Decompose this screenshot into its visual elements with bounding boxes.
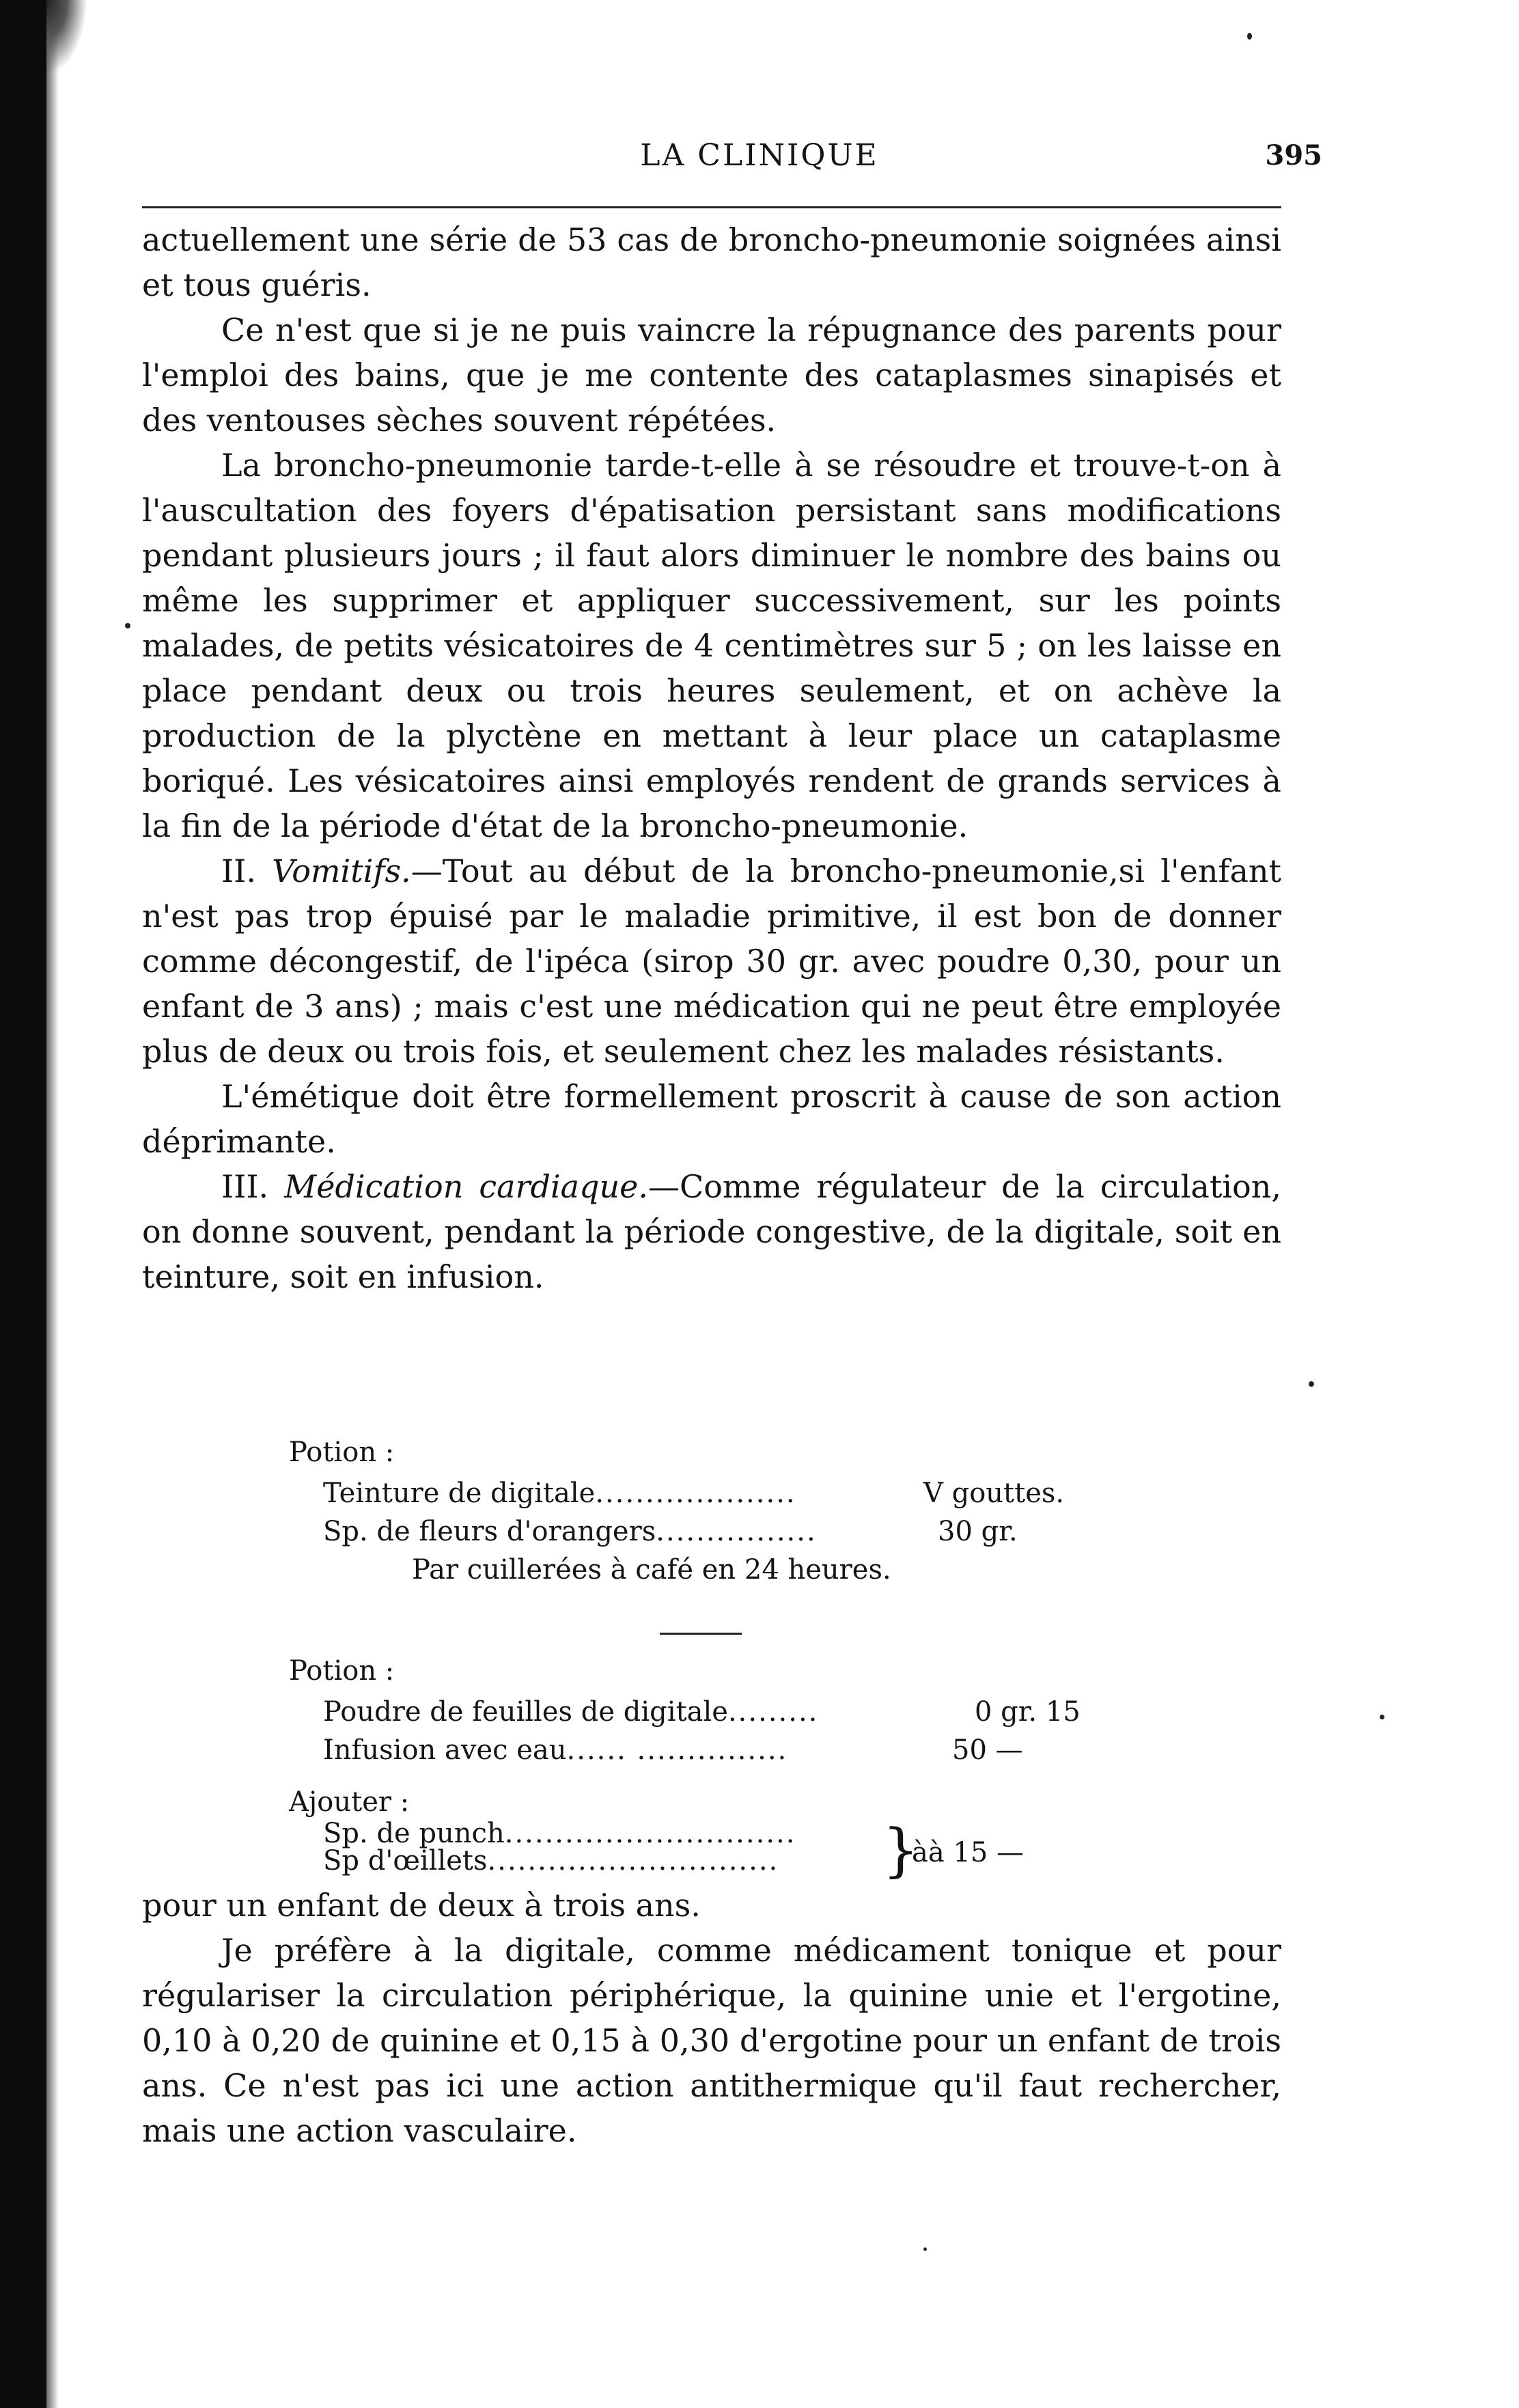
formula-item — [323, 1818, 796, 1849]
dot-leader: ................ — [656, 1516, 817, 1547]
formula-item — [323, 1694, 818, 1730]
page-binding-shadow — [46, 0, 59, 2408]
header-rule — [142, 206, 1281, 208]
formula-label: Ajouter : — [289, 1786, 410, 1818]
formula-item — [323, 1846, 779, 1876]
ingredient-name: Infusion avec eau — [323, 1734, 567, 1766]
dot-leader: ............................. — [504, 1818, 796, 1849]
formula-item — [323, 1732, 788, 1768]
paper-speck — [125, 623, 130, 628]
formula-separator — [660, 1633, 742, 1635]
closing-text — [142, 1883, 1281, 2153]
paragraph-age: pour un enfant de deux à trois ans. — [142, 1887, 701, 1924]
page-number: 395 — [1265, 139, 1322, 171]
formula-label: Potion : — [289, 1655, 395, 1687]
paragraph-vesicatoires: La broncho-pneumonie tarde-t-elle à se résoudre et trouve-t-on à l'auscultation des foyers d'épatisation persistant sans modifications pendant plusieurs jours ; il faut alors diminuer le nombre des bains ou même les supprimer et appliquer successivement, sur les points malades, de petits vésicatoires de 4 centimètres sur 5 ; on les laisse en place pendant deux ou trois heures seulement, et on achève la production de la plyctène en mettant à leur place un cataplasme boriqué. Les vésicatoires ainsi employés rendent de grands services à la fin de la période d'état de la broncho-pneumonie. — [142, 447, 1281, 844]
dot-leader: ............................. — [487, 1845, 779, 1877]
dot-leader: .................... — [595, 1478, 796, 1509]
running-title: LA CLINIQUE — [640, 138, 879, 173]
ingredient-name: Sp. de fleurs d'orangers — [323, 1516, 656, 1547]
ingredient-dose: 50 — — [952, 1734, 1023, 1766]
page-header — [0, 130, 1519, 191]
ingredient-name: Sp d'œillets — [323, 1845, 488, 1877]
paragraph-vomitifs — [142, 848, 1281, 1074]
paragraph-medication-cardiaque — [142, 1164, 1281, 1299]
section-body: —Comme régulateur de la circulation, on donne souvent, pendant la période congestive, de la digitale, soit en teinture, soit en infusion. — [142, 1168, 1281, 1295]
paper-speck — [1247, 33, 1252, 40]
dosage-note: Par cuillerées à café en 24 heures. — [412, 1554, 891, 1586]
main-text — [142, 217, 1281, 1299]
page-corner-stain — [46, 0, 87, 75]
paragraph-continuation: actuellement une série de 53 cas de broncho-pneumonie soignées ainsi et tous guéris. — [142, 221, 1281, 303]
section-number: II. — [221, 853, 256, 889]
ingredient-name: Sp. de punch — [323, 1818, 505, 1849]
dot-leader: ......... — [727, 1696, 819, 1728]
grouping-brace: } — [882, 1816, 919, 1883]
ingredient-dose: V gouttes. — [923, 1478, 1065, 1509]
formula-item — [323, 1514, 817, 1549]
paper-speck — [1380, 1715, 1384, 1719]
ingredient-name: Poudre de feuilles de digitale — [323, 1696, 728, 1728]
ingredient-dose: 0 gr. 15 — [975, 1696, 1081, 1728]
paragraph-quinine: Je préfère à la digitale, comme médicament tonique et pour régulariser la circulation périphérique, la quinine unie et l'ergotine, 0,10 à 0,20 de quinine et 0,15 à 0,30 d'ergotine pour un enfant de trois ans. Ce n'est pas ici une action antithermique qu'il faut rechercher, mais une action vasculaire. — [142, 1932, 1281, 2149]
ingredient-name: Teinture de digitale — [323, 1478, 596, 1509]
paper-speck — [1309, 1381, 1314, 1387]
section-body: —Tout au début de la broncho-pneumonie,si l'enfant n'est pas trop épuisé par le maladie primitive, il est bon de donner comme décongestif, de l'ipéca (sirop 30 gr. avec poudre 0,30, pour un enfant de 3 ans) ; mais c'est une médication qui ne peut être employée plus de deux ou trois fois, et seulement chez les malades résistants. — [142, 853, 1282, 1070]
page-binding-edge — [0, 0, 46, 2408]
formula-item — [323, 1476, 796, 1511]
section-heading-vomitifs: Vomitifs. — [272, 853, 411, 889]
ingredient-dose: 30 gr. — [938, 1516, 1018, 1547]
section-number: III. — [221, 1168, 269, 1205]
section-heading-cardiaque: Médication cardiaque. — [284, 1168, 648, 1205]
paragraph-emetique: L'émétique doit être formellement proscrit à cause de son action déprimante. — [142, 1078, 1281, 1160]
dot-leader: ...... ............... — [566, 1734, 788, 1766]
ingredient-dose: àà 15 — — [912, 1837, 1025, 1868]
paragraph-bains: Ce n'est que si je ne puis vaincre la répugnance des parents pour l'emploi des bains, que je me contente des cataplasmes sinapisés et des ventouses sèches souvent répétées. — [142, 312, 1281, 439]
paper-speck — [923, 2247, 927, 2251]
formula-label: Potion : — [289, 1437, 395, 1468]
